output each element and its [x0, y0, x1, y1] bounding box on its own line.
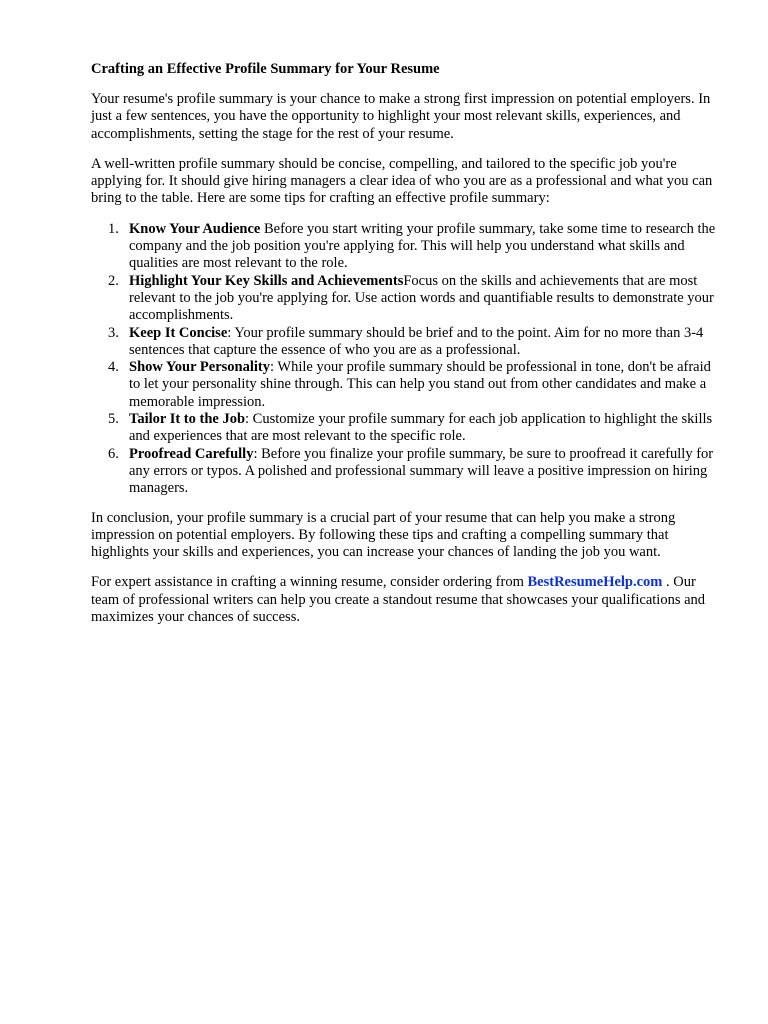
tip-item	[108, 445, 725, 498]
tip-heading: Tailor It to the Job	[129, 411, 246, 428]
cta-text-after: . Our team of professional writers can help you create a standout resume that showcases your qualifications and maximizes your chances of success.	[91, 574, 706, 626]
tip-number: 1.	[108, 220, 119, 237]
tip-number: 3.	[108, 324, 119, 341]
tip-separator: :	[270, 359, 278, 376]
tip-heading: Keep It Concise	[129, 324, 228, 341]
tip-text: Before you finalize your profile summary, be sure to proofread it carefully for any errors or typos. A polished and professional summary will leave a positive impression on hiring managers.	[129, 445, 714, 497]
cta-paragraph	[91, 574, 725, 626]
tip-heading: Show Your Personality	[129, 359, 270, 376]
tip-heading: Know Your Audience	[129, 220, 261, 237]
tip-text: While your profile summary should be professional in tone, don't be afraid to let your personality shine through. This can help you stand out from other candidates and make a memorable impression.	[129, 359, 711, 410]
tip-text: Before you start writing your profile summary, take some time to research the company and the job position you're applying for. This will help you understand what skills and qualities are most relevant to the role.	[129, 220, 716, 272]
tip-number: 6.	[108, 445, 119, 462]
tip-item	[108, 272, 725, 325]
tip-text: Customize your profile summary for each job application to highlight the skills and experiences that are most relevant to the specific role.	[129, 411, 713, 445]
tip-text: Your profile summary should be brief and to the point. Aim for no more than 3-4 sentences that capture the essence of who you are as a professional.	[129, 324, 704, 358]
tip-item	[108, 324, 725, 360]
cta-text-before: For expert assistance in crafting a winning resume, consider ordering from	[91, 574, 528, 591]
tip-number: 5.	[108, 411, 119, 428]
document-page	[91, 60, 725, 639]
tips-list	[91, 221, 725, 498]
tip-heading: Proofread Carefully	[129, 445, 254, 462]
conclusion-paragraph: In conclusion, your profile summary is a crucial part of your resume that can help you make a strong impression on potential employers. By following these tips and crafting a compelling summary that highlights your skills and experiences, you can increase your chances of landing the job you want.	[91, 509, 676, 561]
tip-item	[108, 411, 725, 446]
tip-separator: :	[227, 324, 235, 341]
tip-text: Focus on the skills and achievements that are most relevant to the job you're applying for. Use action words and quantifiable results to demonstrate your accomplishments.	[129, 272, 714, 324]
tip-heading: Highlight Your Key Skills and Achievements	[129, 272, 404, 289]
tip-number: 4.	[108, 359, 119, 376]
second-paragraph: A well-written profile summary should be concise, compelling, and tailored to the specific job you're applying for. It should give hiring managers a clear idea of who you are as a professional and what you can bring to the table. Here are some tips for crafting an effective profile summary:	[91, 155, 713, 207]
tip-separator: :	[253, 445, 262, 462]
bestresumehelp-link[interactable]: BestResumeHelp.com	[527, 574, 663, 591]
tip-item	[108, 220, 725, 273]
document-title: Crafting an Effective Profile Summary for Your Resume	[91, 61, 440, 77]
tip-number: 2.	[108, 272, 119, 289]
tip-item	[108, 359, 725, 411]
intro-paragraph: Your resume's profile summary is your chance to make a strong first impression on potential employers. In just a few sentences, you have the opportunity to highlight your most relevant skills, experiences, and accomplishments, setting the stage for the rest of your resume.	[91, 91, 711, 142]
tip-separator: :	[245, 411, 253, 428]
